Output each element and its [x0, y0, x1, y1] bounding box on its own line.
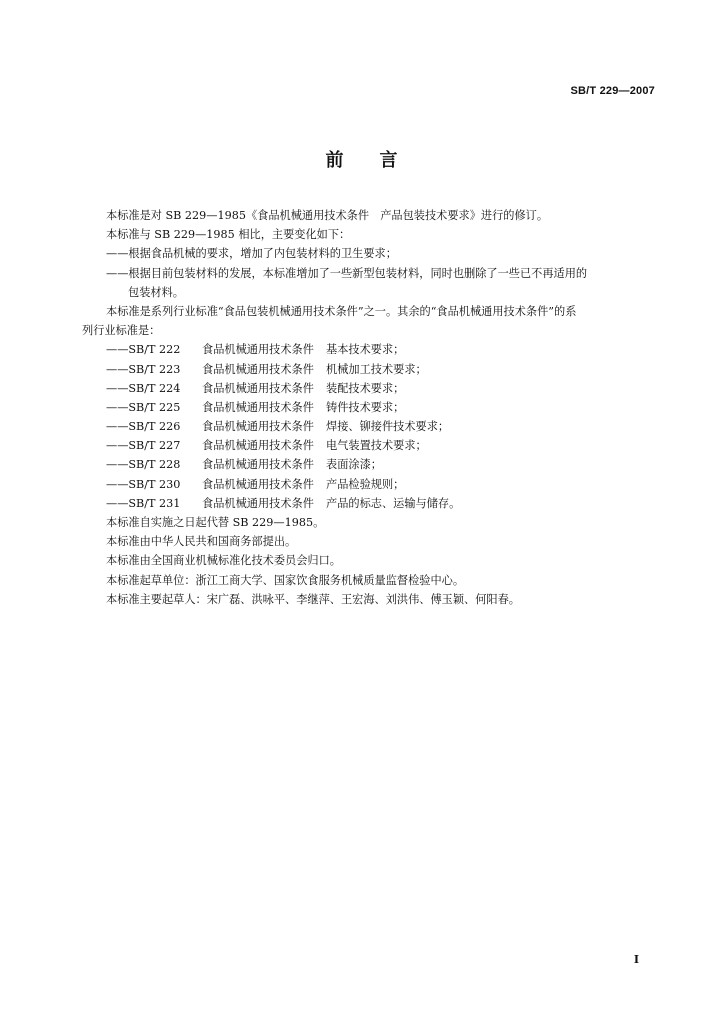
list-item [82, 398, 657, 417]
list-item [82, 360, 657, 379]
standard-number: ——SB/T 222 [106, 343, 181, 357]
standard-part: 表面涂漆； [326, 458, 382, 472]
standard-code: SB/T 229—2007 [570, 85, 655, 97]
change-item-continuation: 包装材料。 [128, 285, 184, 299]
standard-name: 食品机械通用技术条件 [202, 343, 314, 357]
paragraph-series: 本标准是系列行业标准“食品包装机械通用技术条件”之一。其余的“食品机械通用技术条件”的系 [106, 304, 577, 318]
standard-number: ——SB/T 223 [106, 362, 181, 376]
standard-name: 食品机械通用技术条件 [202, 439, 314, 453]
standard-name: 食品机械通用技术条件 [202, 362, 314, 376]
list-item [82, 475, 657, 494]
standard-part: 产品检验规则； [326, 477, 405, 491]
managed-by-statement: 本标准由全国商业机械标准化技术委员会归口。 [106, 554, 341, 568]
standard-name: 食品机械通用技术条件 [202, 477, 314, 491]
change-item: ——根据目前包装材料的发展，本标准增加了一些新型包装材料，同时也删除了一些已不再适用的 [106, 266, 588, 280]
standard-name: 食品机械通用技术条件 [202, 420, 314, 434]
standard-number: ——SB/T 231 [106, 496, 181, 510]
list-item [82, 379, 657, 398]
standard-number: ——SB/T 227 [106, 439, 181, 453]
standard-number: ——SB/T 226 [106, 420, 181, 434]
change-item: ——根据食品机械的要求，增加了内包装材料的卫生要求； [106, 247, 397, 261]
standard-name: 食品机械通用技术条件 [202, 496, 314, 510]
proposed-by-statement: 本标准由中华人民共和国商务部提出。 [106, 535, 297, 549]
standard-part: 焊接、铆接件技术要求； [326, 420, 450, 434]
page-title: 前言 [325, 150, 434, 171]
standard-number: ——SB/T 230 [106, 477, 181, 491]
standard-part: 机械加工技术要求； [326, 362, 427, 376]
paragraph-series-continuation: 列行业标准是： [82, 324, 161, 338]
drafting-units-statement: 本标准起草单位：浙江工商大学、国家饮食服务机械质量监督检验中心。 [106, 573, 465, 587]
standard-number: ——SB/T 224 [106, 381, 181, 395]
list-item [82, 436, 657, 455]
standard-name: 食品机械通用技术条件 [202, 381, 314, 395]
list-item [82, 455, 657, 474]
paragraph-revision: 本标准是对 SB 229—1985《食品机械通用技术条件 产品包装技术要求》进行的修订。 [106, 209, 549, 222]
standard-number: ——SB/T 228 [106, 458, 181, 472]
standard-name: 食品机械通用技术条件 [202, 400, 314, 414]
series-list [82, 340, 657, 513]
standard-number: ——SB/T 225 [106, 400, 181, 414]
standard-name: 食品机械通用技术条件 [202, 458, 314, 472]
foreword-body [82, 206, 657, 609]
list-item [82, 417, 657, 436]
drafters-statement: 本标准主要起草人：宋广磊、洪咏平、李继萍、王宏海、刘洪伟、傅玉颖、何阳春。 [106, 592, 520, 606]
standard-part: 装配技术要求； [326, 381, 405, 395]
page-number: I [633, 953, 639, 966]
list-item [82, 494, 657, 513]
list-item [82, 340, 657, 359]
replaces-statement: 本标准自实施之日起代替 SB 229—1985。 [106, 516, 325, 529]
standard-part: 铸件技术要求； [326, 400, 405, 414]
standard-part: 基本技术要求； [326, 343, 405, 357]
standard-part: 电气装置技术要求； [326, 439, 427, 453]
standard-part: 产品的标志、运输与储存。 [326, 496, 461, 510]
paragraph-changes-intro: 本标准与 SB 229—1985 相比，主要变化如下： [106, 228, 351, 242]
